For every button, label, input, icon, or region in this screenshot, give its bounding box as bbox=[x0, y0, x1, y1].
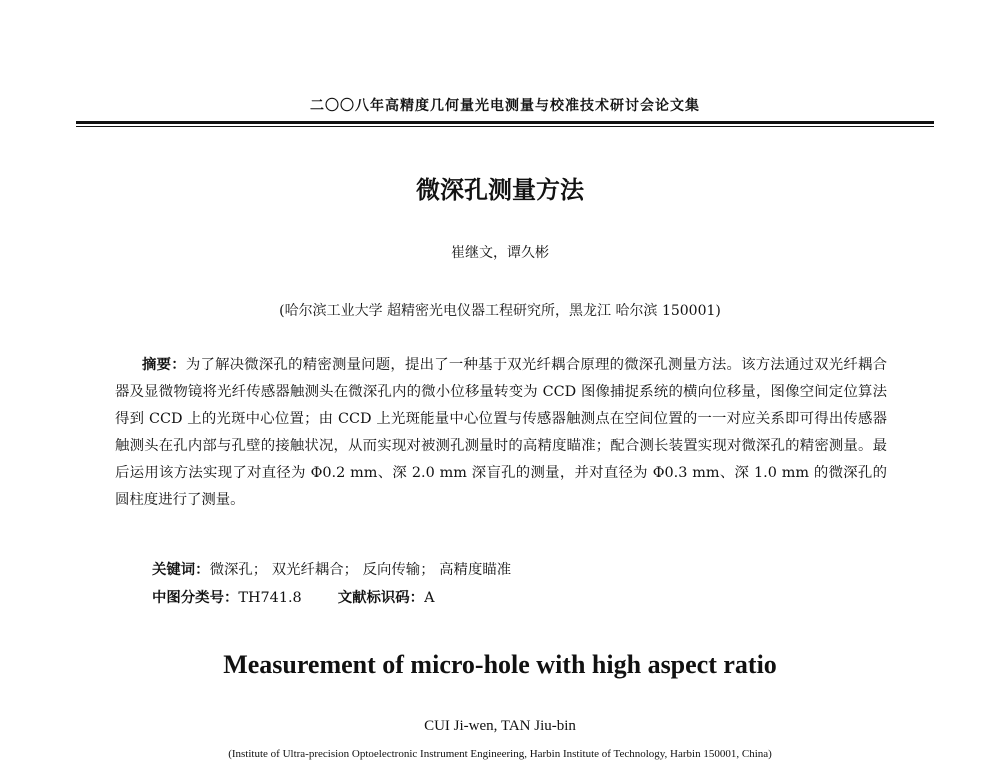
proceedings-title: 二〇〇八年高精度几何量光电测量与校准技术研讨会论文集 bbox=[310, 98, 700, 114]
header-rule-thin bbox=[76, 126, 934, 127]
classification-line bbox=[152, 586, 434, 607]
keywords-line bbox=[152, 558, 511, 579]
clc-value: TH741.8 bbox=[238, 590, 302, 606]
header-rule-thick bbox=[76, 121, 934, 124]
abstract-zh bbox=[115, 352, 887, 514]
affiliation-en: (Institute of Ultra-precision Optoelectronic Instrument Engineering, Harbin Institute of Technology, Harbin 150001, China) bbox=[228, 748, 772, 760]
authors-zh: 崔继文，谭久彬 bbox=[451, 245, 549, 261]
doc-code-label: 文献标识码： bbox=[337, 590, 425, 606]
paper-title-en: Measurement of micro-hole with high aspect ratio bbox=[223, 650, 777, 679]
clc-label: 中图分类号： bbox=[152, 590, 239, 606]
paper-title-zh: 微深孔测量方法 bbox=[416, 176, 584, 204]
authors-en: CUI Ji-wen, TAN Jiu-bin bbox=[424, 718, 576, 734]
keywords-label: 关键词： bbox=[152, 562, 210, 578]
affiliation-zh: (哈尔滨工业大学 超精密光电仪器工程研究所，黑龙江 哈尔滨 150001) bbox=[279, 303, 721, 319]
keywords-text: 微深孔； 双光纤耦合； 反向传输； 高精度瞄准 bbox=[209, 562, 512, 578]
doc-code-value: A bbox=[424, 590, 435, 606]
abstract-text: 为了解决微深孔的精密测量问题，提出了一种基于双光纤耦合原理的微深孔测量方法。该方法通过双光纤耦合器及显微物镜将光纤传感器触测头在微深孔内的微小位移量转变为 CCD 图像捕捉系统的横向位移量，图像空间定位算法得到 CCD 上的光斑中心位置；由 CCD 上光斑能量中心位置与传感器触测点在空间位置的一一对应关系即可得出传感器触测头在孔内部与孔壁的接触状况，从而实现对被测孔测量时的高精度瞄准；配合测长装置实现对微深孔的精密测量。最后运用该方法实现了对直径为 Φ0.2 mm、深 2.0 mm 深盲孔的测量，并对直径为 Φ0.3 mm、深 1.0 mm 的微深孔的圆柱度进行了测量。 bbox=[115, 357, 887, 508]
running-header bbox=[76, 95, 934, 127]
abstract-label: 摘要： bbox=[142, 357, 186, 373]
